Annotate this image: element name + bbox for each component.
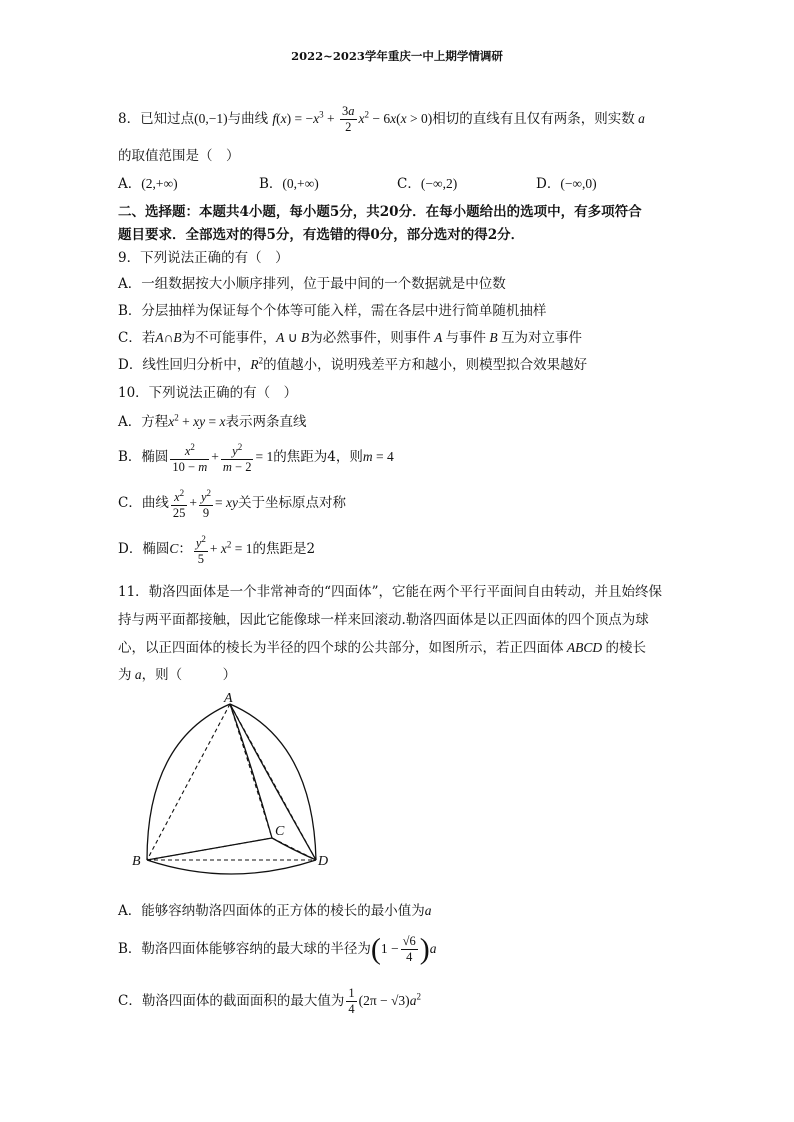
vertex-label-a: A (224, 691, 233, 706)
reuleaux-tetrahedron-figure (125, 690, 340, 890)
q10-option-c[interactable]: C．曲线 $\frac{x^2}{25}$ + $\frac{y^2}{9}$ = xy关于坐标原点对称 (118, 488, 347, 521)
outline-arc-bottom (147, 860, 316, 874)
q11-option-a[interactable]: A．能够容纳勒洛四面体的正方体的棱长的最小值为a (118, 903, 432, 919)
q11-option-b[interactable]: B．勒洛四面体能够容纳的最大球的半径为(1 − $\frac{√6}{4}$ )a (118, 932, 437, 966)
q11-stem-line3: 心，以正四面体的棱长为半径的四个球的公共部分，如图所示，若正四面体 ABCD 的棱长 (118, 640, 646, 656)
q8-option-b[interactable]: B．(0,+∞) (259, 176, 319, 192)
q8-option-c[interactable]: C．(−∞,2) (397, 176, 458, 192)
q9-stem: 9．下列说法正确的有（ ） (118, 250, 289, 266)
section2-line1: 二、选择题：本题共4小题，每小题5分，共20分．在每小题给出的选项中，有多项符合 (118, 204, 642, 220)
page-header: 2022~2023学年重庆一中上期学情调研 (291, 49, 503, 63)
q11-stem-line4: 为 a，则（ ） (118, 667, 237, 683)
q8-option-a[interactable]: A．(2,+∞) (118, 176, 178, 192)
q9-option-a[interactable]: A．一组数据按大小顺序排列，位于最中间的一个数据就是中位数 (118, 276, 506, 292)
q10-option-a[interactable]: A．方程$x^2$ + xy = x表示两条直线 (118, 412, 307, 430)
q8-stem-line2: 的取值范围是（ ） (118, 148, 240, 164)
q11-option-c[interactable]: C．勒洛四面体的截面面积的最大值为 $\frac{1}{4}$ $(2\pi - √3)a^2$ (118, 986, 421, 1016)
q10-option-b[interactable]: B．椭圆 $\frac{x^2}{10 - m}$ + $\frac{y^2}{m - 2}$ = 1的焦距为4，则m = 4 (118, 442, 394, 475)
section2-line2: 题目要求．全部选对的得5分，有选错的得0分，部分选对的得2分． (118, 227, 525, 243)
q11-stem-line2: 持与两平面都接触，因此它能像球一样来回滚动.勒洛四面体是以正四面体的四个顶点为球 (118, 612, 649, 628)
vertex-label-b: B (132, 854, 141, 869)
q10-stem: 10．下列说法正确的有（ ） (118, 385, 298, 401)
q9-option-c[interactable]: C．若A∩B为不可能事件，A ∪ B为必然事件，则事件 A 与事件 B 互为对立事件 (118, 330, 582, 346)
vertex-label-c: C (275, 824, 285, 839)
q9-option-d[interactable]: D．线性回归分析中，$R^2$的值越小，说明残差平方和越小，则模型拟合效果越好 (118, 355, 588, 373)
edge-ab-dashed (147, 704, 230, 860)
q8-stem-line1: 8．已知过点(0,−1)与曲线 $f(x) = -x^3$ + $\frac{3a}{2}$ $x^2 - 6x(x > 0)$相切的直线有且仅有两条，则实数 a (118, 104, 645, 134)
vertex-label-d: D (318, 854, 329, 869)
q9-option-b[interactable]: B．分层抽样为保证每个个体等可能入样，需在各层中进行简单随机抽样 (118, 303, 547, 319)
q8-option-d[interactable]: D．(−∞,0) (536, 176, 597, 192)
q11-stem-line1: 11．勒洛四面体是一个非常神奇的“四面体”，它能在两个平行平面间自由转动，并且始终保 (118, 584, 662, 600)
q10-option-d[interactable]: D．椭圆C： $\frac{y^2}{5}$ + $x^2 = 1$的焦距是2 (118, 534, 316, 567)
